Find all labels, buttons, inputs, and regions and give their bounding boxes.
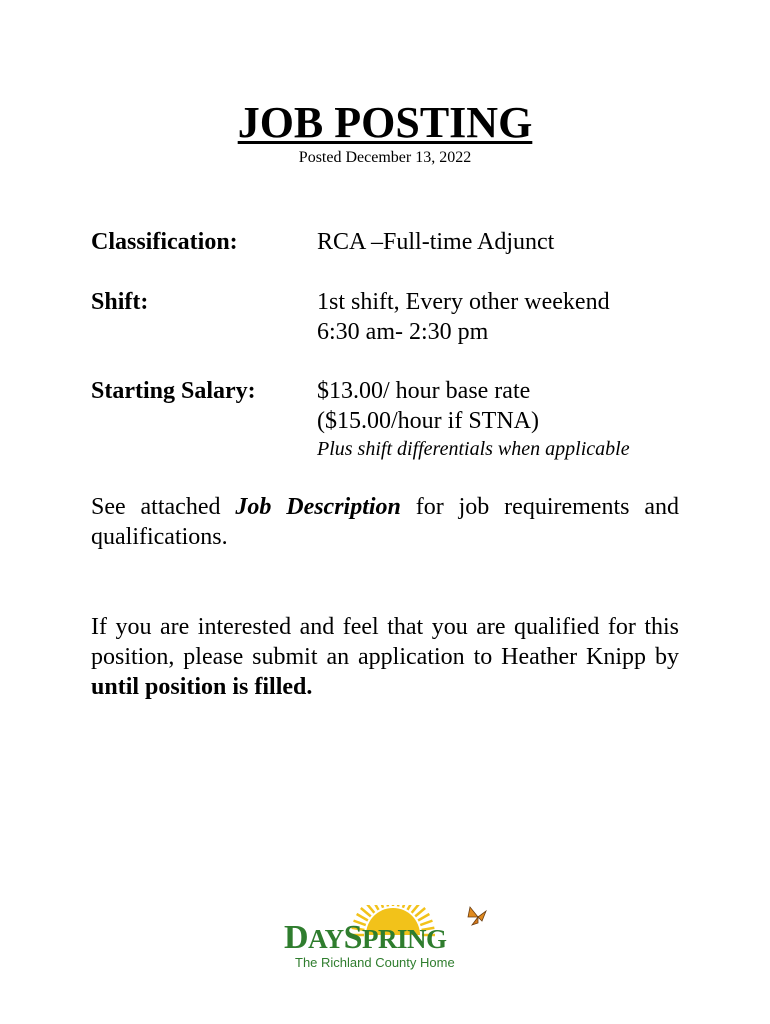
classification-value: RCA –Full-time Adjunct — [317, 229, 555, 255]
butterfly-icon — [468, 907, 486, 925]
shift-label: Shift: — [91, 289, 149, 315]
salary-label: Starting Salary: — [91, 378, 256, 404]
sun-ray — [408, 905, 415, 910]
sun-ray — [379, 905, 383, 908]
sun-ray — [403, 905, 407, 908]
shift-value — [317, 287, 610, 347]
sun-ray — [398, 905, 400, 906]
salary-stna: ($15.00/hour if STNA) — [317, 408, 539, 434]
logo-wordmark: DAYSPRING — [284, 919, 447, 956]
sun-ray — [386, 905, 388, 906]
posted-date: Posted December 13, 2022 — [298, 149, 472, 166]
dayspring-logo — [282, 905, 490, 975]
salary-value — [317, 376, 630, 462]
classification-label: Classification: — [91, 229, 238, 255]
apply-paragraph: If you are interested and feel that you are qualified for this position, please submit an application to Heather Knipp by until position is filled. — [91, 614, 679, 700]
sun-ray — [361, 908, 371, 916]
job-description-paragraph: See attached Job Description for job requirements and qualifications. — [91, 494, 679, 550]
deadline-text: until position is filled. — [91, 674, 313, 700]
sun-ray — [415, 908, 425, 916]
page-title: JOB POSTING — [237, 98, 533, 147]
salary-note: Plus shift differentials when applicable — [317, 438, 630, 460]
sun-ray — [366, 905, 374, 913]
sun-ray — [412, 905, 420, 913]
shift-hours: 6:30 am- 2:30 pm — [317, 319, 489, 345]
logo-tagline: The Richland County Home — [295, 955, 455, 970]
job-description-emphasis: Job Description — [235, 494, 401, 520]
salary-base: $13.00/ hour base rate — [317, 378, 531, 404]
sun-ray — [372, 905, 379, 910]
shift-days: 1st shift, Every other weekend — [317, 289, 610, 315]
